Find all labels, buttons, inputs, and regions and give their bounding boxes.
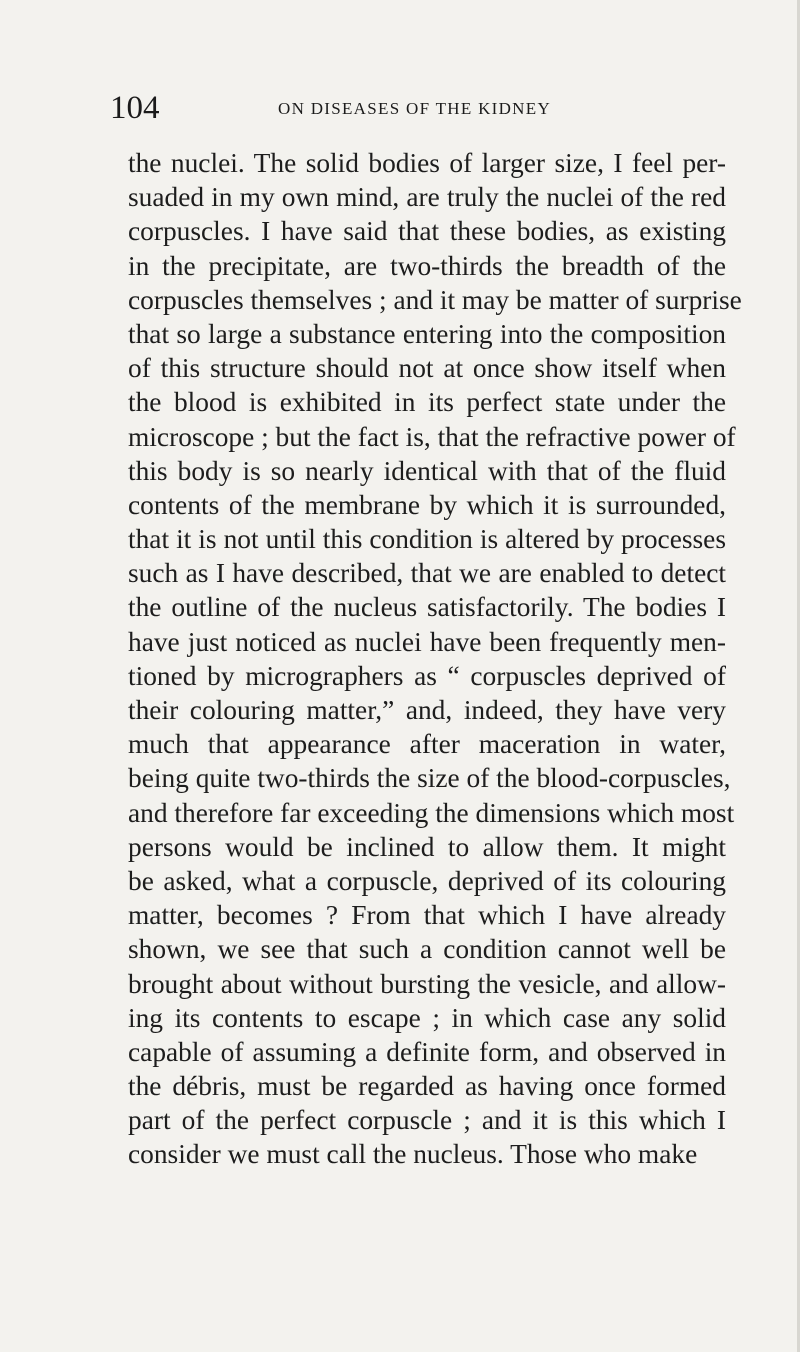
text-line: consider we must call the nucleus. Those who make [128, 1139, 698, 1170]
text-line: matter, becomes ? From that which I have already [128, 900, 726, 931]
text-line: be asked, what a corpuscle, deprived of its colouring [128, 865, 726, 896]
text-line: the nuclei. The solid bodies of larger size, I feel per- [128, 148, 726, 178]
text-line: and therefore far exceeding the dimensions which most [128, 797, 735, 828]
body-text [128, 146, 742, 1172]
text-line: the outline of the nucleus satisfactorily. The bodies I [128, 592, 726, 623]
text-line: corpuscles. I have said that these bodies, as existing [128, 216, 726, 247]
text-line: persons would be inclined to allow them. It might [128, 831, 726, 862]
running-head: ON DISEASES OF THE KIDNEY [278, 99, 552, 118]
text-line: of this structure should not at once show itself when [128, 353, 726, 384]
text-line: this body is so nearly identical with that of the fluid [128, 455, 726, 486]
text-line: part of the perfect corpuscle ; and it is this which I [128, 1105, 726, 1136]
text-line: suaded in my own mind, are truly the nuclei of the red [128, 182, 726, 213]
text-line: their colouring matter,” and, indeed, they have very [128, 695, 726, 725]
text-line: being quite two-thirds the size of the blood-corpuscles, [128, 763, 731, 794]
text-line: contents of the membrane by which it is surrounded, [128, 489, 726, 520]
text-line: have just noticed as nuclei have been frequently men- [128, 626, 726, 657]
text-line: capable of assuming a definite form, and observed in [128, 1036, 726, 1067]
text-line: brought about without bursting the vesicle, and allow- [128, 968, 726, 999]
text-line: tioned by micrographers as “ corpuscles deprived of [128, 660, 726, 691]
page-number: 104 [110, 90, 160, 126]
text-line: the blood is exhibited in its perfect state under the [128, 387, 726, 418]
text-line: in the precipitate, are two-thirds the breadth of the [128, 250, 726, 281]
text-line: ing its contents to escape ; in which case any solid [128, 1002, 726, 1033]
text-line: that it is not until this condition is altered by processes [128, 524, 726, 555]
text-line: corpuscles themselves ; and it may be matter of surprise [128, 284, 742, 315]
text-line: much that appearance after maceration in water, [128, 729, 726, 760]
text-line: shown, we see that such a condition cannot well be [128, 934, 726, 965]
text-line: such as I have described, that we are enabled to detect [128, 558, 726, 589]
text-line: microscope ; but the fact is, that the refractive power of [128, 421, 736, 452]
text-line: the débris, must be regarded as having once formed [128, 1071, 726, 1102]
text-line: that so large a substance entering into the composition [128, 318, 726, 349]
page-header [110, 88, 710, 132]
